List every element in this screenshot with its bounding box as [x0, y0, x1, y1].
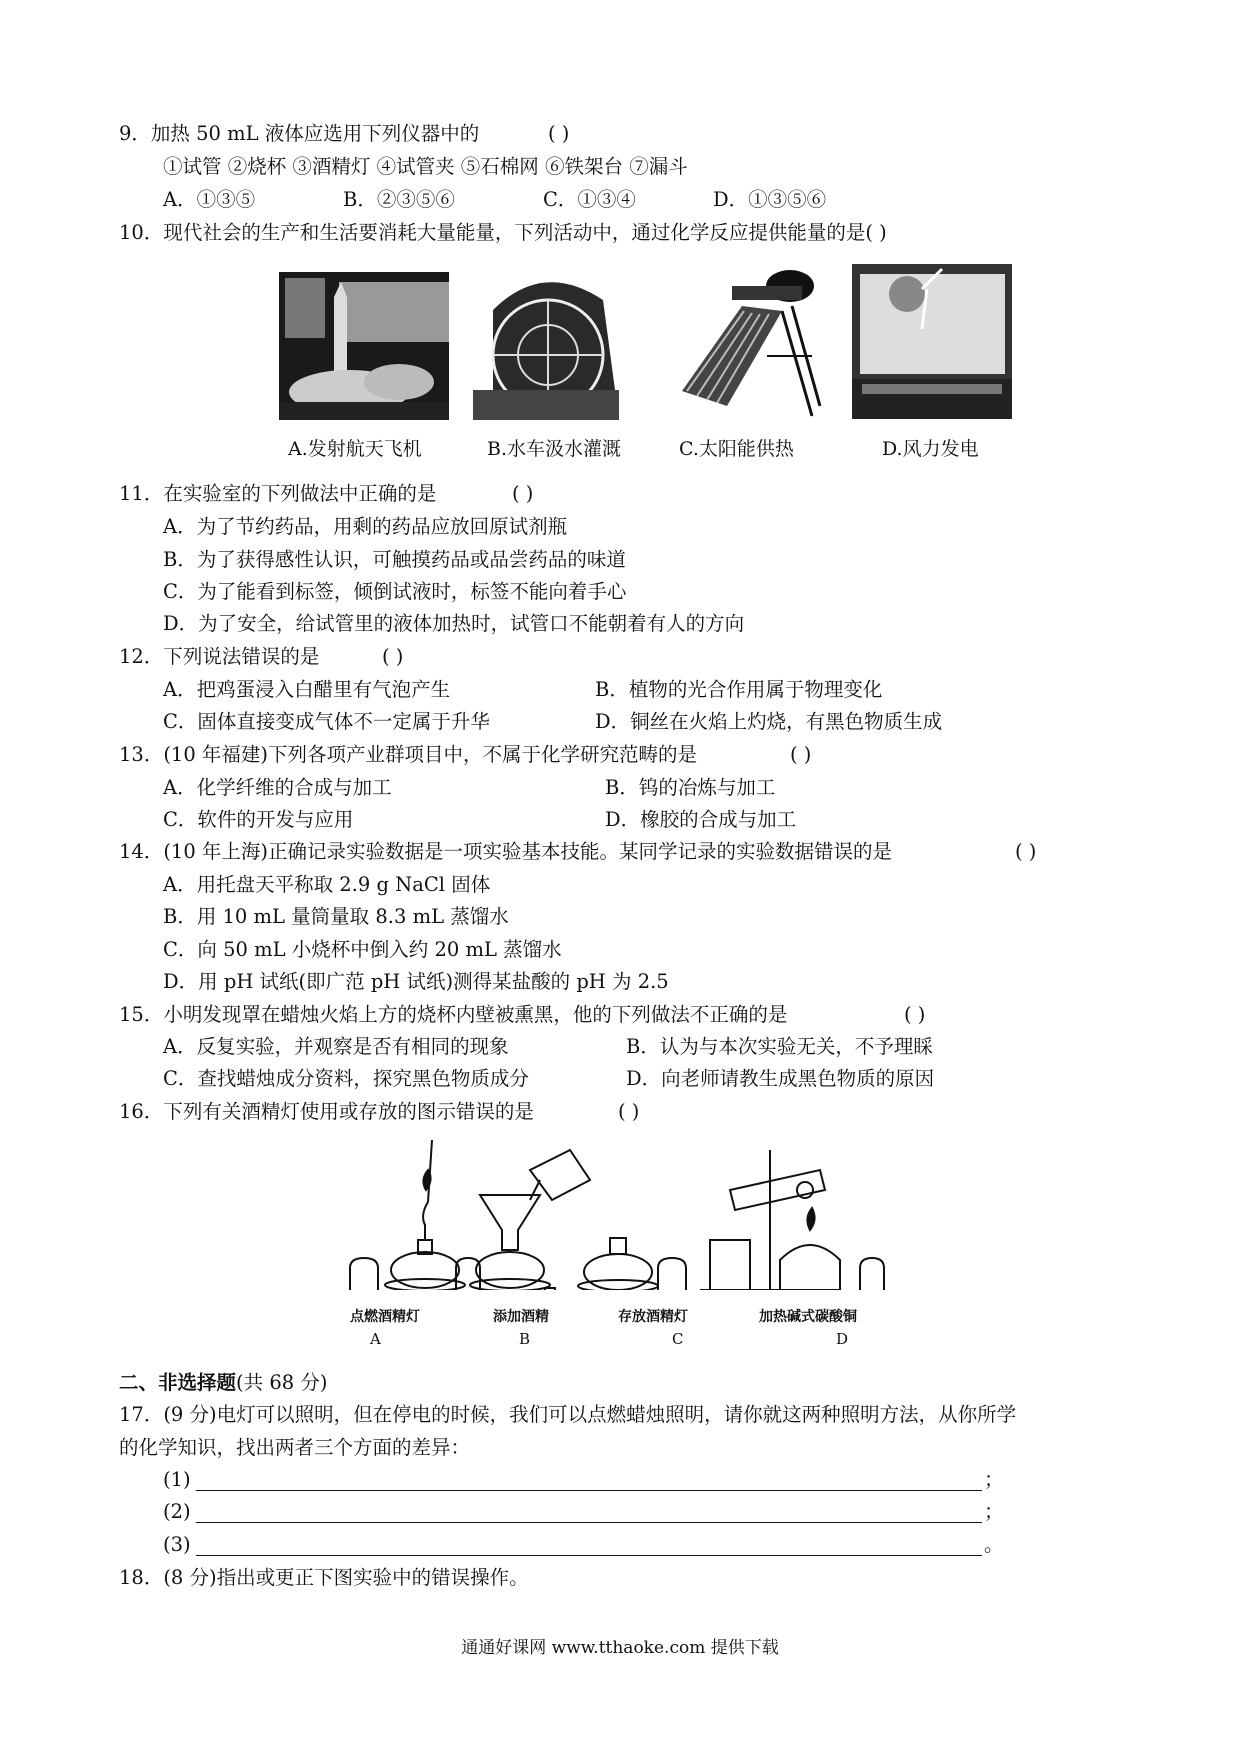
q11-option-c: C．为了能看到标签，倾倒试液时，标签不能向着手心	[163, 580, 627, 603]
q17-blank-3-end: 。	[984, 1533, 1004, 1556]
q12-option-b: B．植物的光合作用属于物理变化	[595, 678, 883, 701]
q9-option-d: D．①③⑤⑥	[713, 188, 827, 211]
q13-option-b: B．钨的冶炼与加工	[605, 776, 776, 799]
q16-caption-a: 点燃酒精灯	[350, 1309, 420, 1325]
q16-stem: 16．下列有关酒精灯使用或存放的图示错误的是	[119, 1100, 534, 1123]
page-footer: 通通好课网 www.tthaoke.com 提供下载	[461, 1638, 779, 1658]
section2-score: (共 68 分)	[236, 1371, 328, 1394]
q14-stem: 14．(10 年上海)正确记录实验数据是一项实验基本技能。某同学记录的实验数据错误的是	[119, 840, 893, 863]
q10-stem: 10．现代社会的生产和生活要消耗大量能量，下列活动中，通过化学反应提供能量的是( )	[119, 221, 887, 244]
q9-stem-text: 9．加热 50 mL 液体应选用下列仪器中的	[119, 122, 480, 145]
section2-title: 二、非选择题	[119, 1371, 237, 1394]
q17-blank-1-number: (1)	[163, 1468, 191, 1491]
alcohol-lamp-diagrams	[340, 1140, 900, 1290]
q9-option-a: A．①③⑤	[163, 188, 256, 211]
q16-answer-paren: ( )	[618, 1100, 640, 1123]
q16-letter-c: C	[672, 1330, 684, 1348]
wind-turbine-image	[852, 264, 1012, 419]
q12-option-d: D．铜丝在火焰上灼烧，有黑色物质生成	[595, 710, 943, 733]
q9-answer-paren: ( )	[548, 122, 570, 145]
q17-answer-blank-3[interactable]	[196, 1555, 982, 1556]
q18-stem: 18．(8 分)指出或更正下图实验中的错误操作。	[119, 1566, 529, 1589]
q11-answer-paren: ( )	[512, 482, 534, 505]
q16-caption-b: 添加酒精	[493, 1309, 549, 1325]
q14-option-a: A．用托盘天平称取 2.9 g NaCl 固体	[163, 873, 491, 896]
q12-option-c: C．固体直接变成气体不一定属于升华	[163, 710, 490, 733]
q13-stem: 13．(10 年福建)下列各项产业群项目中，不属于化学研究范畴的是	[119, 743, 698, 766]
rocket-launch-image	[279, 272, 449, 420]
q16-caption-d: 加热碱式碳酸铜	[759, 1309, 857, 1325]
q13-option-d: D．橡胶的合成与加工	[605, 808, 797, 831]
q9-option-b: B．②③⑤⑥	[343, 188, 455, 211]
q10-caption-d: D.风力发电	[882, 438, 979, 460]
q17-blank-2-number: (2)	[163, 1500, 191, 1523]
q10-caption-b: B.水车汲水灌溉	[487, 438, 622, 460]
q13-option-c: C．软件的开发与应用	[163, 808, 354, 831]
q16-letter-a: A	[370, 1330, 381, 1348]
q10-caption-c: C.太阳能供热	[679, 438, 794, 460]
q12-stem: 12．下列说法错误的是	[119, 645, 320, 668]
q9-option-c: C．①③④	[543, 188, 636, 211]
q17-line1: 17．(9 分)电灯可以照明，但在停电的时候，我们可以点燃蜡烛照明，请你就这两种照明方法，从你所学	[119, 1403, 1017, 1426]
q15-stem: 15．小明发现罩在蜡烛火焰上方的烧杯内壁被熏黑，他的下列做法不正确的是	[119, 1003, 788, 1026]
solar-heater-image	[672, 266, 822, 418]
q16-letter-d: D	[836, 1330, 849, 1348]
q11-option-b: B．为了获得感性认识，可触摸药品或品尝药品的味道	[163, 548, 626, 571]
q14-answer-paren: ( )	[1015, 840, 1037, 863]
q11-stem: 11．在实验室的下列做法中正确的是	[119, 482, 437, 505]
q9-stem	[119, 124, 479, 144]
q13-answer-paren: ( )	[790, 743, 812, 766]
q14-option-c: C．向 50 mL 小烧杯中倒入约 20 mL 蒸馏水	[163, 938, 562, 961]
q15-option-c: C．查找蜡烛成分资料，探究黑色物质成分	[163, 1067, 529, 1090]
q12-answer-paren: ( )	[382, 645, 404, 668]
q17-line2: 的化学知识，找出两者三个方面的差异：	[119, 1436, 471, 1459]
waterwheel-image	[473, 270, 619, 420]
q16-caption-c: 存放酒精灯	[618, 1309, 688, 1325]
q10-caption-a: A.发射航天飞机	[288, 438, 422, 460]
q17-blank-2-end: ；	[984, 1500, 1004, 1523]
q15-answer-paren: ( )	[904, 1003, 926, 1026]
q15-option-a: A．反复实验，并观察是否有相同的现象	[163, 1035, 509, 1058]
q17-answer-blank-2[interactable]	[196, 1522, 982, 1523]
q11-option-a: A．为了节约药品，用剩的药品应放回原试剂瓶	[163, 515, 568, 538]
q17-blank-3-number: (3)	[163, 1533, 191, 1556]
q12-option-a: A．把鸡蛋浸入白醋里有气泡产生	[163, 678, 451, 701]
q16-letter-b: B	[519, 1330, 531, 1348]
q11-option-d: D．为了安全，给试管里的液体加热时，试管口不能朝着有人的方向	[163, 612, 745, 635]
q13-option-a: A．化学纤维的合成与加工	[163, 776, 392, 799]
q15-option-b: B．认为与本次实验无关，不予理睬	[626, 1035, 933, 1058]
q17-blank-1-end: ；	[984, 1468, 1004, 1491]
section2-heading	[119, 1373, 327, 1393]
q17-answer-blank-1[interactable]	[196, 1490, 982, 1491]
q9-items: ①试管 ②烧杯 ③酒精灯 ④试管夹 ⑤石棉网 ⑥铁架台 ⑦漏斗	[163, 155, 688, 178]
q14-option-d: D．用 pH 试纸(即广范 pH 试纸)测得某盐酸的 pH 为 2.5	[163, 970, 669, 993]
q14-option-b: B．用 10 mL 量筒量取 8.3 mL 蒸馏水	[163, 905, 509, 928]
q15-option-d: D．向老师请教生成黑色物质的原因	[626, 1067, 935, 1090]
